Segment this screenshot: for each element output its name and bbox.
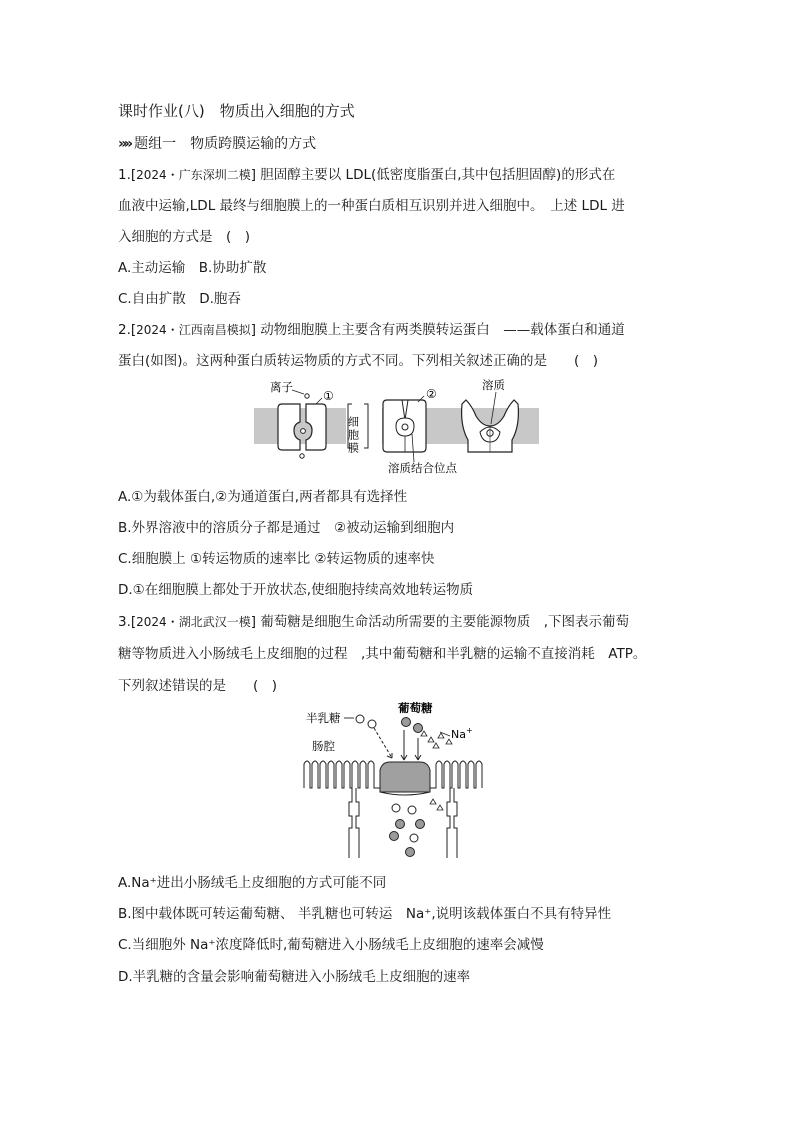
q1-options-ab: A.主动运输 B.协助扩散 <box>118 260 267 276</box>
label-galactose: 半乳糖 <box>306 711 341 725</box>
q2-line-1 <box>118 320 625 340</box>
label-marker-2: ② <box>426 387 437 401</box>
section-label: 题组一 物质跨膜运输的方式 <box>134 136 317 152</box>
glucose-molecule <box>402 718 411 727</box>
q2-option-b: B.外界溶液中的溶质分子都是通过 ②被动运输到细胞内 <box>118 520 455 536</box>
q3-line-3: 下列叙述错误的是 ( ) <box>118 678 278 694</box>
q2-option-a: A.①为载体蛋白,②为通道蛋白,两者都具有选择性 <box>118 489 408 505</box>
label-na: Na+ <box>451 726 473 741</box>
q3-option-d: D.半乳糖的含量会影响葡萄糖进入小肠绒毛上皮细胞的速率 <box>118 969 471 985</box>
q2-option-c: C.细胞膜上 ①转运物质的速率比 ②转运物质的速率快 <box>118 551 435 567</box>
glucose-molecule <box>414 724 423 733</box>
section-marker-icon: »» <box>118 136 131 152</box>
label-solute: 溶质 <box>482 378 505 392</box>
q1-line-3: 入细胞的方式是 ( ) <box>118 229 251 245</box>
q2-number: 2.[ <box>118 322 137 338</box>
q3-option-b: B.图中载体既可转运葡萄糖、 半乳糖也可转运 Na⁺,说明该载体蛋白不具有特异性 <box>118 906 612 922</box>
label-binding-site: 溶质结合位点 <box>388 461 457 475</box>
carrier-protein-sglt <box>380 762 430 792</box>
carrier-protein-open <box>462 400 519 452</box>
section-heading <box>118 134 316 154</box>
q2-source: 2024・江西南昌模拟 <box>136 323 251 337</box>
q1-source: 2024・广东深圳二模 <box>136 168 251 182</box>
label-glucose: 葡萄糖 <box>398 701 433 715</box>
q2-line-2: 蛋白(如图)。这两种蛋白质转运物质的方式不同。下列相关叙述正确的是 ( ) <box>118 353 599 369</box>
q3-line-1 <box>118 612 629 632</box>
q3-number: 3.[ <box>118 614 137 630</box>
label-marker-1: ① <box>323 389 334 403</box>
carrier-protein <box>383 400 426 452</box>
galactose-molecule <box>356 715 364 723</box>
figure-intestinal-transport <box>300 698 490 860</box>
page-title: 课时作业(八) 物质出入细胞的方式 <box>118 102 355 120</box>
q1-line-2: 血液中运输,LDL 最终与细胞膜上的一种蛋白质相互识别并进入细胞中。 上述 LDL 进 <box>118 198 625 214</box>
label-lumen: 肠腔 <box>312 739 335 753</box>
q3-stem-1: ] 葡萄糖是细胞生命活动所需要的主要能源物质 ,下图表示葡萄 <box>250 614 630 630</box>
q3-option-c: C.当细胞外 Na⁺浓度降低时,葡萄糖进入小肠绒毛上皮细胞的速率会减慢 <box>118 937 544 953</box>
figure-membrane-proteins <box>250 376 545 478</box>
galactose-molecule <box>368 720 376 728</box>
q1-line-1 <box>118 165 615 185</box>
q3-option-a: A.Na⁺进出小肠绒毛上皮细胞的方式可能不同 <box>118 875 387 891</box>
q1-stem-1: ] 胆固醇主要以 LDL(低密度脂蛋白,其中包括胆固醇)的形式在 <box>250 167 616 183</box>
q2-stem-1: ] 动物细胞膜上主要含有两类膜转运蛋白 ——载体蛋白和通道 <box>250 322 625 338</box>
q3-line-2: 糖等物质进入小肠绒毛上皮细胞的过程 ,其中葡萄糖和半乳糖的运输不直接消耗 ATP。 <box>118 646 647 662</box>
q1-number: 1.[ <box>118 167 137 183</box>
galactose-arrow <box>374 728 392 758</box>
label-cell-membrane: 细胞膜 <box>346 416 360 455</box>
q1-options-cd: C.自由扩散 D.胞吞 <box>118 291 241 307</box>
q3-source: 2024・湖北武汉一模 <box>136 615 251 629</box>
label-ion: 离子 <box>270 380 293 394</box>
q2-option-d: D.①在细胞膜上都处于开放状态,使细胞持续高效地转运物质 <box>118 582 474 598</box>
